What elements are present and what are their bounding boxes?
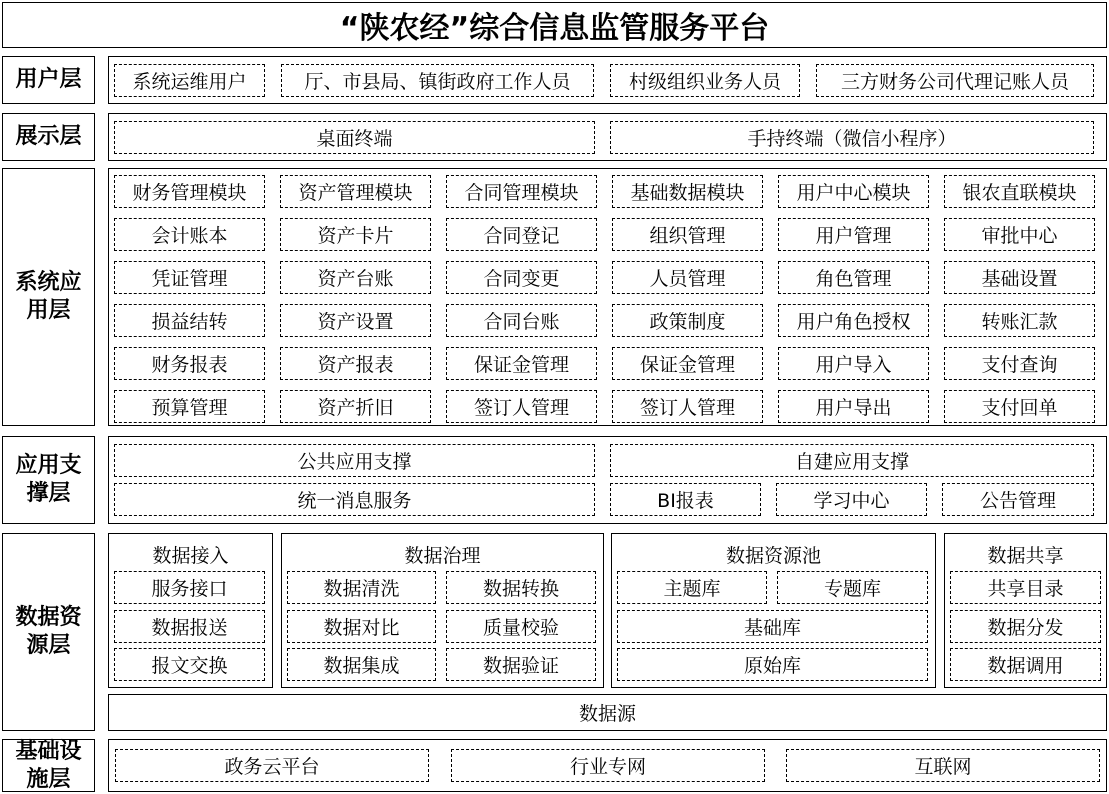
- data-share-title: 数据共享: [987, 544, 1064, 567]
- system-module-item: 保证金管理: [612, 347, 763, 380]
- user-third-party-accountant: 三方财务公司代理记账人员: [816, 64, 1094, 97]
- system-module-item: 用户管理: [778, 218, 929, 251]
- system-module-item: 支付查询: [944, 347, 1095, 380]
- data-submission: 数据报送: [114, 610, 265, 643]
- system-module-header: 基础数据模块: [612, 175, 763, 208]
- shared-catalog: 共享目录: [950, 571, 1101, 604]
- user-village-staff: 村级组织业务人员: [610, 64, 800, 97]
- system-module-item: 组织管理: [612, 218, 763, 251]
- data-governance-title: 数据治理: [404, 544, 481, 567]
- data-layer-label: [2, 533, 95, 731]
- raw-db: 原始库: [617, 648, 928, 681]
- system-module-item: 角色管理: [778, 261, 929, 294]
- public-app-support: 公共应用支撑: [114, 444, 595, 477]
- system-module-item: 用户导出: [778, 390, 929, 423]
- system-module-item: 合同变更: [446, 261, 597, 294]
- system-module-item: 会计账本: [114, 218, 265, 251]
- data-integration: 数据集成: [287, 648, 436, 681]
- system-module-item: 签订人管理: [612, 390, 763, 423]
- system-module-item: 资产折旧: [280, 390, 431, 423]
- service-interface: 服务接口: [114, 571, 265, 604]
- system-module-item: 转账汇款: [944, 304, 1095, 337]
- system-module-item: 预算管理: [114, 390, 265, 423]
- data-layer-label-line: 源层: [26, 633, 71, 658]
- system-module-header: 财务管理模块: [114, 175, 265, 208]
- system-module-item: 保证金管理: [446, 347, 597, 380]
- quality-check: 质量校验: [446, 610, 596, 643]
- base-db: 基础库: [617, 610, 928, 643]
- system-module-item: 政策制度: [612, 304, 763, 337]
- bi-report: BI报表: [610, 483, 761, 516]
- support-layer-label-line: 应用支: [15, 453, 82, 478]
- system-module-header: 银农直联模块: [944, 175, 1095, 208]
- user-ops-user: 系统运维用户: [114, 64, 265, 97]
- unified-messaging-service: 统一消息服务: [114, 483, 595, 516]
- system-module-item: 基础设置: [944, 261, 1095, 294]
- system-module-item: 损益结转: [114, 304, 265, 337]
- system-module-header: 用户中心模块: [778, 175, 929, 208]
- system-module-item: 资产报表: [280, 347, 431, 380]
- infra-layer-label-line: 基础设: [15, 738, 82, 764]
- mobile-terminal: 手持终端（微信小程序）: [610, 121, 1094, 154]
- self-built-app-support: 自建应用支撑: [610, 444, 1094, 477]
- support-layer-label-line: 撑层: [26, 481, 71, 506]
- desktop-terminal: 桌面终端: [114, 121, 595, 154]
- user-layer-label: 用户层: [2, 56, 95, 104]
- industry-private-network: 行业专网: [451, 749, 765, 782]
- learning-center: 学习中心: [776, 483, 927, 516]
- message-exchange: 报文交换: [114, 648, 265, 681]
- system-module-item: 用户导入: [778, 347, 929, 380]
- data-comparison: 数据对比: [287, 610, 436, 643]
- system-module-item: 用户角色授权: [778, 304, 929, 337]
- notice-management: 公告管理: [942, 483, 1094, 516]
- data-access-title: 数据接入: [152, 544, 229, 567]
- data-pool-title: 数据资源池: [725, 544, 821, 567]
- support-layer-label: [2, 436, 95, 524]
- topic-db: 主题库: [617, 571, 767, 604]
- system-layer-label: [2, 168, 95, 426]
- infra-layer-label-line: 施层: [26, 766, 71, 792]
- user-government-staff: 厅、市县局、镇街政府工作人员: [281, 64, 594, 97]
- system-module-item: 合同登记: [446, 218, 597, 251]
- internet: 互联网: [786, 749, 1100, 782]
- data-cleansing: 数据清洗: [287, 571, 436, 604]
- system-module-item: 凭证管理: [114, 261, 265, 294]
- system-module-item: 人员管理: [612, 261, 763, 294]
- system-module-item: 审批中心: [944, 218, 1095, 251]
- system-layer-label-line: 用层: [26, 298, 71, 323]
- system-module-item: 签订人管理: [446, 390, 597, 423]
- data-distribution: 数据分发: [950, 610, 1101, 643]
- data-source: 数据源: [108, 694, 1107, 731]
- data-layer-label-line: 数据资: [15, 605, 82, 630]
- system-module-item: 合同台账: [446, 304, 597, 337]
- system-module-item: 资产卡片: [280, 218, 431, 251]
- system-module-item: 财务报表: [114, 347, 265, 380]
- data-invocation: 数据调用: [950, 648, 1101, 681]
- page-title: “陕农经”综合信息监管服务平台: [2, 2, 1107, 48]
- system-module-item: 资产设置: [280, 304, 431, 337]
- display-layer-label: 展示层: [2, 113, 95, 161]
- system-module-item: 支付回单: [944, 390, 1095, 423]
- infra-layer-label: [2, 739, 95, 792]
- data-validation: 数据验证: [446, 648, 596, 681]
- system-module-header: 合同管理模块: [446, 175, 597, 208]
- system-module-header: 资产管理模块: [280, 175, 431, 208]
- special-topic-db: 专题库: [777, 571, 928, 604]
- gov-cloud-platform: 政务云平台: [115, 749, 429, 782]
- system-layer-label-line: 系统应: [15, 270, 82, 295]
- system-module-item: 资产台账: [280, 261, 431, 294]
- data-conversion: 数据转换: [446, 571, 596, 604]
